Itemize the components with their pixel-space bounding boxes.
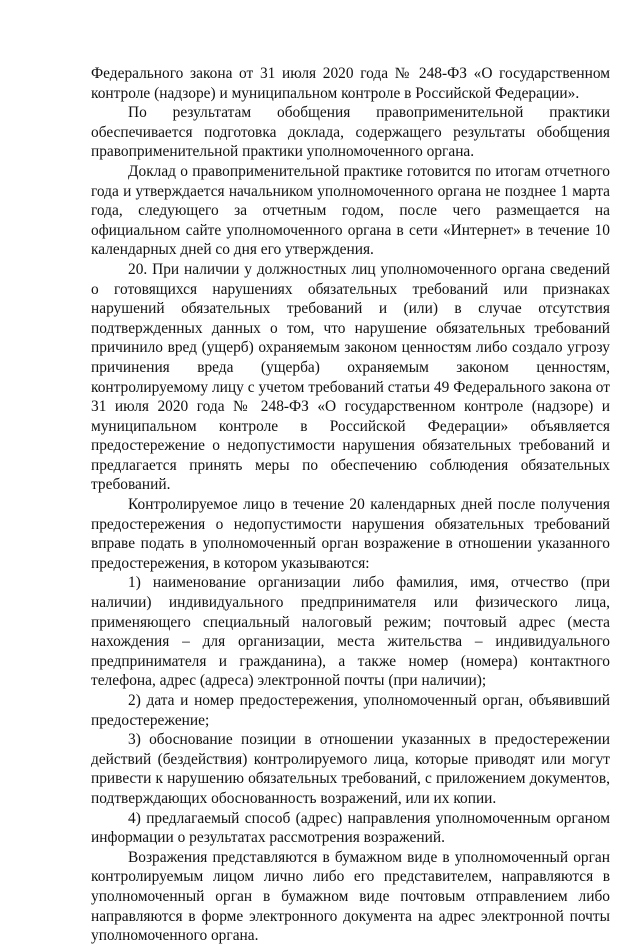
list-item-2-warning-date: 2) дата и номер предостережения, уполномоченный орган, объявивший предостережение;	[91, 692, 610, 729]
list-item-4-delivery-method: 4) предлагаемый способ (адрес) направления уполномоченным органом информации о результатах рассмотрения возражений.	[91, 809, 610, 847]
list-item-3-justification: 3) обоснование позиции в отношении указанных в предостережении действий (бездействия) контролируемого лица, которые приводят или могут привести к нарушению обязательных требований, с приложением документов, подтверждающих обоснованность возражений, или их копии.	[91, 731, 610, 807]
paragraph-objection-submission: Возражения представляются в бумажном виде в уполномоченный орган контролируемым лицом лично либо его представителем, направляются в уполномоченный орган в бумажном виде почтовым отправлением либо направляются в форме электронного документа на адрес электронной почты уполномоченного органа.	[91, 848, 610, 945]
paragraph-item-20-warning: 20. При наличии у должностных лиц уполномоченного органа сведений о готовящихся нарушениях обязательных требований или признаках нарушений обязательных требований и (или) в случае отсутствия подтвержденных данных о том, что нарушение обязательных требований причинило вред (ущерб) охраняемым законом ценностям либо создало угрозу причинения вреда (ущерба) охраняемым законом ценностям, контролируемому лицу с учетом требований статьи 49 Федерального закона от 31 июля 2020 года № 248-ФЗ «О государственном контроле (надзоре) и муниципальном контроле в Российской Федерации» объявляется предостережение о недопустимости нарушения обязательных требований и предлагается принять меры по обеспечению соблюдения обязательных требований.	[91, 260, 610, 494]
list-item-1-organization-name: 1) наименование организации либо фамилия, имя, отчество (при наличии) индивидуального предпринимателя или физического лица, применяющего специальный налоговый режим; почтовый адрес (места нахождения – для организации, места жительства – индивидуального предпринимателя и гражданина), а также номер (номера) контактного телефона, адрес (адреса) электронной почты (при наличии);	[91, 574, 610, 690]
paragraph-report-preparation: По результатам обобщения правоприменительной практики обеспечивается подготовка доклада, содержащего результаты обобщения правоприменительной практики уполномоченного органа.	[91, 104, 610, 161]
paragraph-objection-right: Контролируемое лицо в течение 20 календарных дней после получения предостережения о недопустимости нарушения обязательных требований вправе подать в уполномоченный орган возражение в отношении указанного предостережения, в котором указываются:	[91, 496, 610, 572]
paragraph-law-reference: Федерального закона от 31 июля 2020 года № 248-ФЗ «О государственном контроле (надзоре) и муниципальном контроле в Российской Федерации».	[91, 65, 610, 102]
paragraph-report-approval: Доклад о правоприменительной практике готовится по итогам отчетного года и утверждается начальником уполномоченного органа не позднее 1 марта года, следующего за отчетным годом, после чего размещается на официальном сайте уполномоченного органа в сети «Интернет» в течение 10 календарных дней со дня его утверждения.	[91, 162, 610, 259]
